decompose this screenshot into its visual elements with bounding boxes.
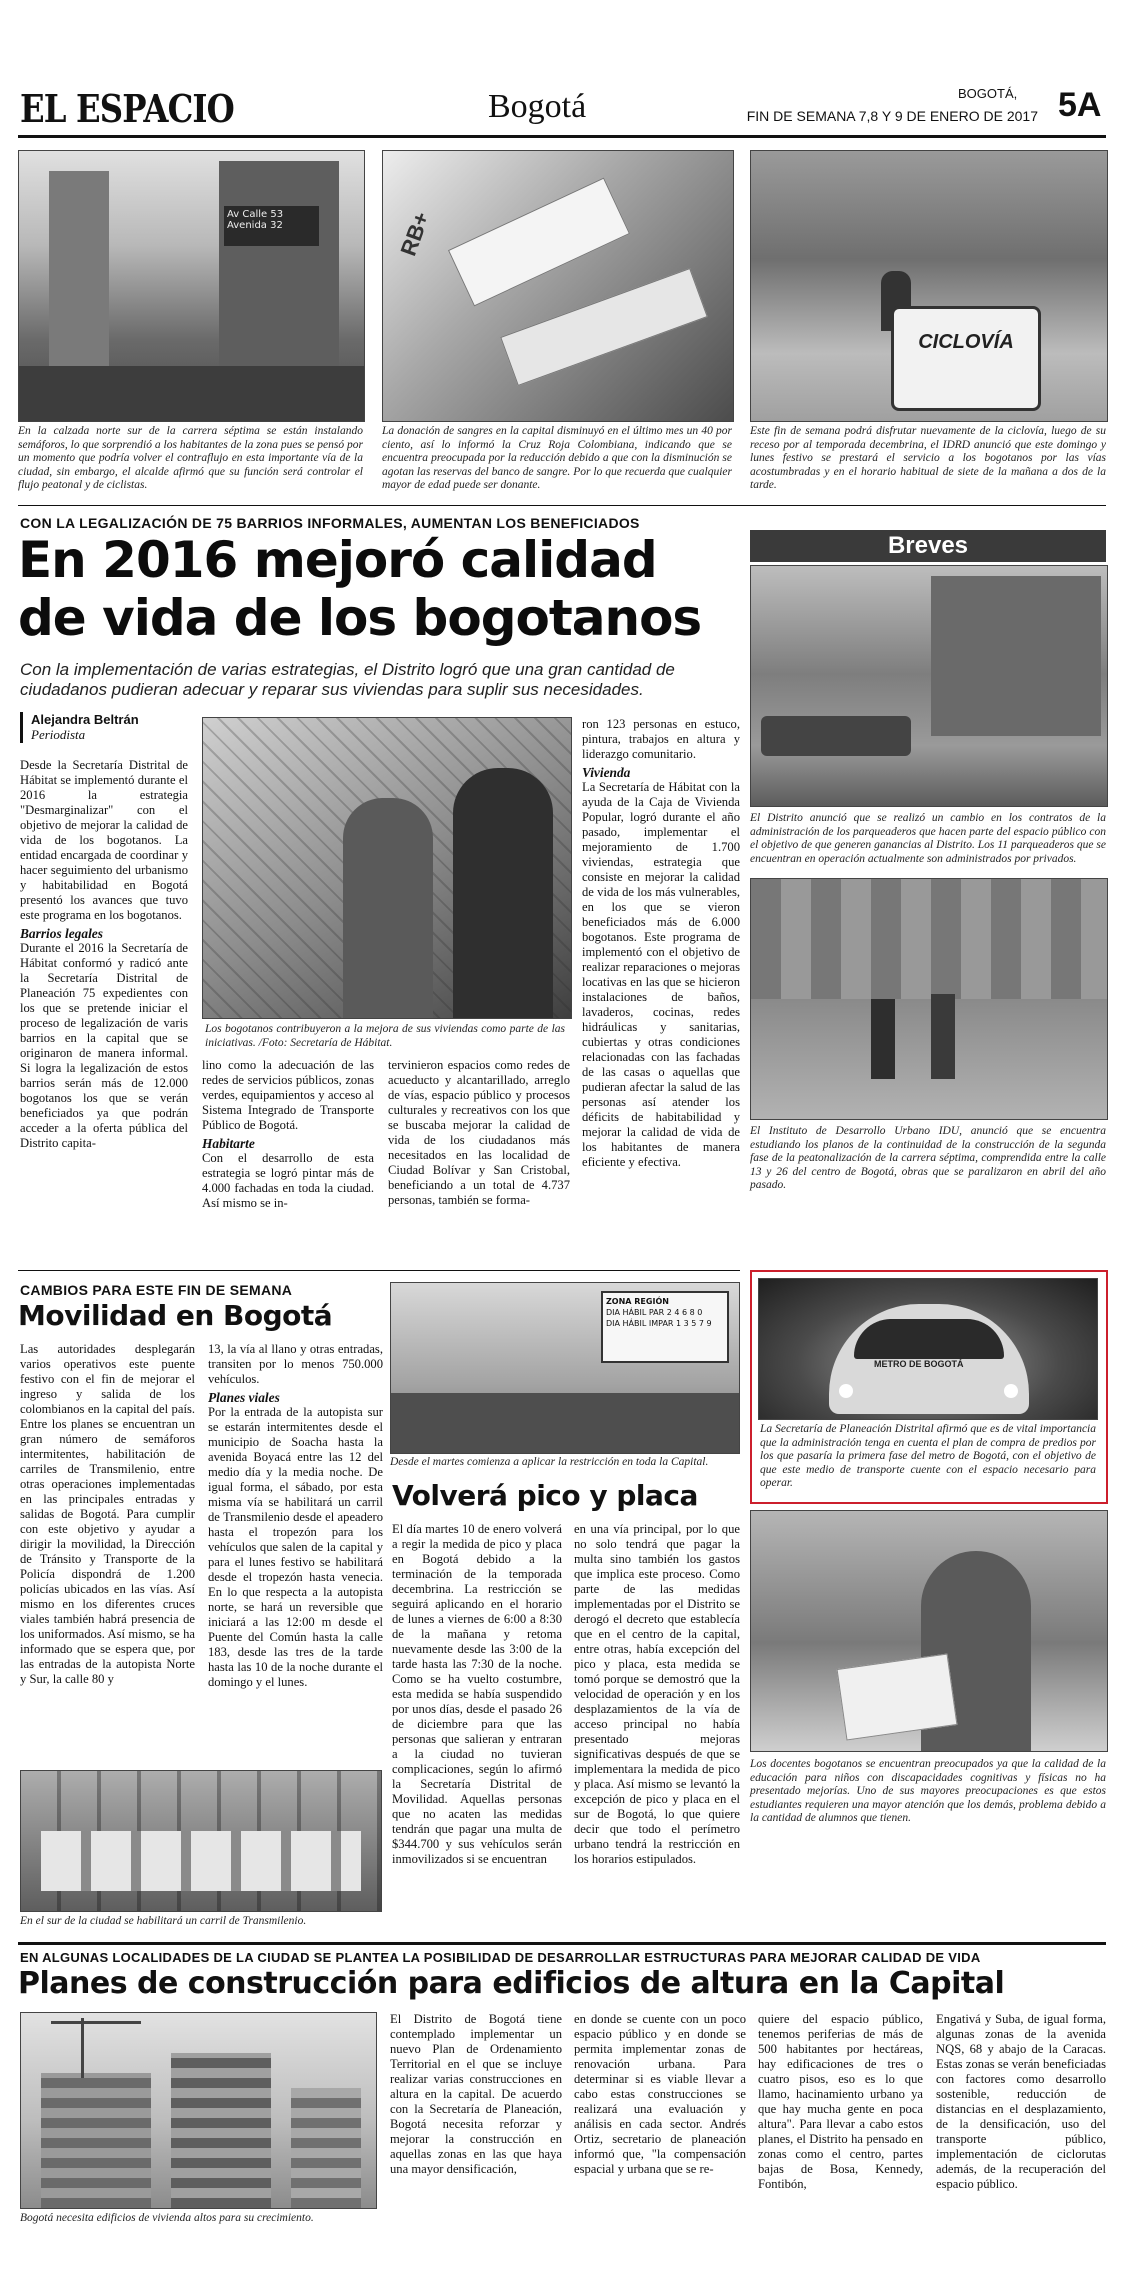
photo-carrera-septima bbox=[18, 150, 365, 422]
newspaper-name: EL ESPACIO bbox=[20, 86, 234, 131]
photo-caption: Desde el martes comienza a aplicar la restricción en toda la Capital. bbox=[390, 1456, 709, 1468]
lead-col3: tervinieron espacios como redes de acueducto y alcantarillado, arreglo de vías, espacio público y procesos culturales y recreativos con los que se buscaba mejorar la calidad de vida de los ciudadanos más necesitados en las localidad de Ciudad Bolívar y San Cristobal, beneficiando a un total de 4.737 personas, también se forma- bbox=[388, 1058, 570, 1207]
lead-col2: lino como la adecuación de las redes de servicios públicos, zonas verdes, equipamientos y acceso al Sistema Integrado de Transporte Público de Bogotá. Habitarte Con el desarrollo de esta estrategia se logró pintar más de 4.000 fachadas en toda la ciudad. Así mismo se in- bbox=[202, 1058, 374, 1210]
breves-caption-3: La Secretaría de Planeación Distrital afirmó que es de vital importancia que la administración tenga en cuenta el plan de compra de predios por los que pasaría la primera fase del metro de Bogotá, con el objetivo de que este medio de transporte cuente con el espacio necesario para operar. bbox=[760, 1423, 1096, 1489]
page-number: 5A bbox=[1058, 86, 1102, 124]
pico-col1: El día martes 10 de enero volverá a regir la medida de pico y placa en Bogotá debido a la terminación de la temporada decembrina. La restricción se seguirá aplicando en el horario de lunes a viernes de 6:00 a 8:30 de la mañana y retoma nuevamente desde las 3:00 de la tarde hasta las 7:30 de la noche. Como se ha vuelto costumbre, esta medida se había suspendido por unos días, desde el pasado 26 de diciembre para que las personas que salieran y entraran a la ciudad no tuvieran complicaciones, según lo afirmó la Secretaría Distrital de Movilidad. Aquellas personas que no acaten las medidas tendrán que pagar una multa de $344.700 y sus vehículos serán inmovilizados si se encuentran bbox=[392, 1522, 562, 1866]
lead-col1: Desde la Secretaría Distrital de Hábitat se implementó durante el 2016 la estrategia "Desmarginalizar" con el objetivo de mejorar la calidad de vida de los bogotanos. La entidad encargada de coordinar y hacer seguimiento del urbanismo y habitabilidad en Bogotá presentó los avances que tuvo este programa en los bogotanos. Barrios legales Durante el 2016 la Secretaría de Hábitat conformó y radicó ante la Secretaría Distrital de Planeación 75 expedientes con los que se pretende iniciar el proceso de legalización de varis barrios en la capital que se originaron de manera informal. Si logra la legalización de estos barrios serán más de 12.000 bogotanos los que se verán beneficiados ya que podrán acceder a la oferta pública del Distrito capita- bbox=[20, 758, 188, 1150]
photo-habitat bbox=[202, 717, 572, 1019]
byline bbox=[20, 712, 139, 743]
photo-caption: Los bogotanos contribuyeron a la mejora de sus viviendas como parte de las iniciativas. /Foto: Secretaría de Hábitat. bbox=[205, 1023, 565, 1049]
lead-subhead: Con la implementación de varias estrategias, el Distrito logró que una gran cantidad de ciudadanos pudieran adecuar y reparar sus viviendas para suplir sus necesidades. bbox=[20, 660, 675, 699]
pico-sign: ZONA REGIÓN DIA HÁBIL PAR 2 4 6 8 0 DIA HÁBIL IMPAR 1 3 5 7 9 bbox=[601, 1291, 729, 1363]
planes-col3: quiere del espacio público, tenemos periferias de más de 500 habitantes por hectáreas, hay edificaciones de tres o cuatro pisos, eso es lo que llamo, hacinamiento urbano ya que hay mucha gente en poca altura". Para llevar a cabo estos planes, el Distrito ha pensado en zonas como el centro, partes bajas de Bosa, Kennedy, Fontibón, bbox=[758, 2012, 923, 2191]
planes-col4: Engativá y Suba, de igual forma, algunas zonas de la avenida NQS, 68 y abajo de la Caracas. Estas zonas se verán beneficiadas con factores como desarrollo sostenible, reducción de distancias en el desplazamiento, de la densificación, uso del transporte público, implementación de ciclorutas además, de la recuperación del espacio público. bbox=[936, 2012, 1106, 2191]
photo-caption: Este fin de semana podrá disfrutar nuevamente de la ciclovía, luego de su receso por al temporada decembrina, el IDRD anunció que este domingo y lunes festivo se prestará el servicio a los bogotanos por las vías acostumbradas y en el horario habitual de siete de la mañana a dos de la tarde. bbox=[750, 425, 1106, 491]
movilidad-kicker: CAMBIOS PARA ESTE FIN DE SEMANA bbox=[20, 1282, 293, 1298]
photo-metro bbox=[758, 1278, 1098, 1420]
movilidad-col2: 13, la vía al llano y otras entradas, transiten por lo menos 750.000 vehículos. Planes viales Por la entrada de la autopista sur se estarán intermitentes desde el municipio de Soacha hasta la avenida Boyacá entre las 12 del medio día y la media noche. De igual forma, el sábado, por esta misma vía se habilitará un carril de Transmilenio desde el apeadero hasta el tropezón para los vehículos que salen de la capital y para el lunes festivo se habilitará desde el tropezón hasta venecia. En lo que respecta a la autopista norte, se hará un reversible que iniciará a las 12:00 m desde el Puente del Común hasta la calle 183, desde las tres de la tarde hasta las 10 de la noche durante el domingo y el lunes. bbox=[208, 1342, 383, 1689]
ciclovia-sign: CICLOVÍA bbox=[891, 306, 1041, 411]
planes-col2: en donde se cuente con un poco espacio público y en donde se permita implementar zonas de renovación urbana. Para determinar si es viable llevar a cabo estas construcciones se realizará una evaluación y análisis en cada sector. Andrés Ortiz, secretario de planeación informó que, "la compensación espacial y urbana que se re- bbox=[574, 2012, 746, 2176]
planes-col1: El Distrito de Bogotá tiene contemplado implementar un nuevo Plan de Ordenamiento Territorial en el que se incluye realizar varias construcciones en altura en la capital. De acuerdo con la Secretaría de Planeación, Bogotá necesita reforzar y mejorar la construcción en aquellas zonas en las que haya una mayor densificación, bbox=[390, 2012, 562, 2176]
planes-kicker: EN ALGUNAS LOCALIDADES DE LA CIUDAD SE PLANTEA LA POSIBILIDAD DE DESARROLLAR ESTRUCTURAS PARA MEJORAR CALIDAD DE VIDA bbox=[20, 1950, 981, 1965]
breves-caption-1: El Distrito anunció que se realizó un cambio en los contratos de la administración de los parqueaderos que hacen parte del espacio público con el objetivo de que generen ganancias al Distrito. Los 11 parqueaderos que se encuentran en operación actualmente son administrados por privados. bbox=[750, 812, 1106, 865]
lead-headline-line2: de vida de los bogotanos bbox=[18, 589, 702, 647]
photo-classroom bbox=[750, 1510, 1108, 1752]
movilidad-col1: Las autoridades desplegarán varios operativos este puente festivo con el fin de mejorar el ingreso y salida de los colombianos en la capital del país. Entre los planes se encuentran un gran número de semáforos intermitentes, habilitación de carriles de Transmilenio, entre otras operaciones implementadas en las principales entradas y salidas de Bogotá. Para cumplir con este objetivo y ayudar a dirigir la movilidad, la Dirección de Tránsito y Transporte de la Policía dispondrá de 1.200 policías ubicados en las vías. Así mismo en los diferentes cruces viales también habrá presencia de los uniformados. Así mismo, se ha informado que se espera que, por las entradas de la autopista Norte y Sur, la calle 80 y bbox=[20, 1342, 195, 1686]
author-role: Periodista bbox=[31, 727, 86, 742]
lead-headline-line1: En 2016 mejoró calidad bbox=[18, 531, 657, 589]
author-name: Alejandra Beltrán bbox=[31, 712, 139, 727]
photo-caption: Bogotá necesita edificios de vivienda altos para su crecimiento. bbox=[20, 2212, 314, 2224]
photo-pico-sign bbox=[390, 1282, 740, 1454]
photo-caption: En el sur de la ciudad se habilitará un carril de Transmilenio. bbox=[20, 1915, 307, 1927]
section-name: Bogotá bbox=[488, 88, 587, 125]
lead-col4: ron 123 personas en estuco, pintura, trabajos en altura y liderazgo comunitario. Vivienda La Secretaría de Hábitat con la ayuda de la Caja de Vivienda Popular, logró durante el año pasado, implementar el mejoramiento de 1.700 viviendas, estrategia que consiste en mejorar la calidad de vida de los más vulnerables, en los que se vieron beneficiados más de 6.000 bogotanos. Este programa de implementó con el objetivo de realizar reparaciones o mejoras locativas en las que se hicieron instalaciones de baños, lavaderos, cocinas, redes hidráulicas y sanitarias, cubiertas y otras condiciones relacionadas con las fachadas de las casas o aquellas que pudieran afectar la salud de las personas así atender los déficits de habitabilidad y mejorar la calidad de vida de los habitantes de manera eficiente y efectiva. bbox=[582, 717, 740, 1169]
breves-caption-2: El Instituto de Desarrollo Urbano IDU, anunció que se encuentra estudiando los planos de la continuidad de la construcción de la segunda fase de la peatonalización de la carrera séptima, comprendida entre la calle 13 y 26 del centro de Bogotá, obras que se paralizaron en abril del año pasado. bbox=[750, 1125, 1106, 1191]
photo-ciclovia bbox=[750, 150, 1108, 422]
photo-blood-donation bbox=[382, 150, 734, 422]
breves-caption-4: Los docentes bogotanos se encuentran preocupados ya que la calidad de la educación para niños con discapacidades cognitivas y físicas no ha presentado mejorías. Uno de sus mayores preocupaciones es que estos estudiantes requieren una mayor atención que los demás, problema debido a la cantidad de alumnos que tienen. bbox=[750, 1758, 1106, 1824]
photo-peatonal bbox=[750, 878, 1108, 1120]
street-sign: Av Calle 53 Avenida 32 bbox=[224, 206, 319, 246]
pico-headline: Volverá pico y placa bbox=[392, 1479, 698, 1512]
masthead bbox=[18, 80, 1106, 140]
breves-header bbox=[750, 530, 1106, 562]
photo-caption: En la calzada norte sur de la carrera séptima se están instalando semáforos, lo que sorprendió a los habitantes de la zona pues se pensó por un momento que podría volver el contraflujo en esta importante vía de la ciudad, sin embargo, el alcalde afirmó que su función será controlar el flujo peatonal y de ciclistas. bbox=[18, 425, 363, 491]
photo-transmilenio bbox=[20, 1770, 382, 1912]
masthead-city: BOGOTÁ, bbox=[958, 86, 1018, 101]
breves-title: Breves bbox=[887, 532, 969, 559]
photo-caption: La donación de sangres en la capital disminuyó en el último mes un 40 por ciento, así lo informó la Cruz Roja Colombiana, indicando que se encuentra preocupada por la reducción debido a que con la disminución se agotan las reservas del banco de sangre. Por lo que recuerda que cualquier mayor de edad puede ser donante. bbox=[382, 425, 732, 491]
pico-col2: en una vía principal, por lo que no solo tendrá que pagar la multa sino también los gastos que implica este proceso. Como parte de las medidas implementadas por el Distrito se derogó el decreto que establecía que en el centro de la capital, entre otras, había excepción del pico y placa, esta medida se tomó porque se demostró que la velocidad de operación y en los desplazamientos de la vía de acceso principal no había presentado mejoras significativas después de que se implementara la medida de pico y placa. Así mismo se levantó la excepción de pico y placa en el sur de Bogotá, lo que quiere decir que todo el perímetro urbano tendrá la restricción en los horarios estipulados. bbox=[574, 1522, 740, 1866]
movilidad-headline: Movilidad en Bogotá bbox=[18, 1299, 333, 1332]
masthead-date: FIN DE SEMANA 7,8 Y 9 DE ENERO DE 2017 bbox=[746, 108, 1038, 124]
blood-label: RB+ bbox=[395, 208, 435, 260]
metro-sign: METRO DE BOGOTÁ bbox=[874, 1359, 964, 1369]
lead-kicker: CON LA LEGALIZACIÓN DE 75 BARRIOS INFORMALES, AUMENTAN LOS BENEFICIADOS bbox=[20, 515, 640, 531]
photo-buildings bbox=[20, 2012, 377, 2209]
planes-headline: Planes de construcción para edificios de altura en la Capital bbox=[18, 1966, 1005, 2001]
photo-parking bbox=[750, 565, 1108, 807]
